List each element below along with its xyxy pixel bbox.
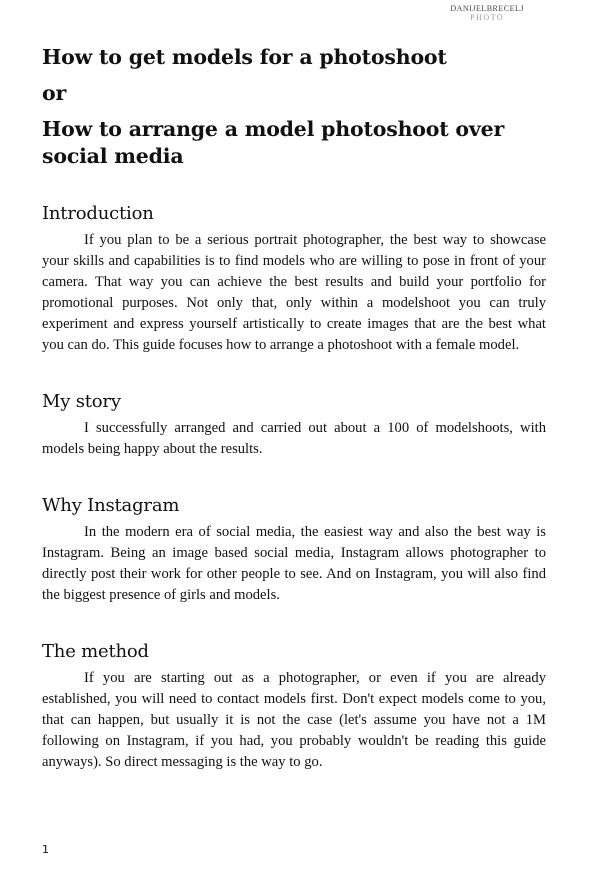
section-heading-the-method: The method (42, 641, 149, 662)
section-why-instagram (42, 494, 546, 606)
document-title (42, 44, 546, 170)
section-heading-introduction: Introduction (42, 203, 154, 224)
title-line-1: How to get models for a photoshoot (42, 45, 447, 69)
paragraph-introduction: If you plan to be a serious portrait photographer, the best way to showcase your skills and capabilities is to find models who are willing to pose in front of your camera. That way you can achieve the best results and build your portfolio for promotional purposes. Not only that, only within a modelshoot you can truly experiment and express yourself artistically to create images that are the best what you can do. This guide focuses how to arrange a photoshoot with a female model. (42, 232, 546, 353)
title-line-2: or (42, 81, 67, 105)
title-line-3: How to arrange a model photoshoot over (42, 117, 505, 141)
logo-name: DANIJELBRECELJ (450, 4, 524, 13)
section-heading-my-story: My story (42, 391, 121, 412)
section-the-method (42, 640, 546, 773)
paragraph-my-story: I successfully arranged and carried out about a 100 of modelshoots, with models being happy about the results. (42, 420, 546, 457)
document-content (42, 44, 546, 773)
brand-logo (450, 5, 524, 22)
paragraph-why-instagram: In the modern era of social media, the easiest way and also the best way is Instagram. Being an image based social media, Instagram allows photographer to directly post their work for other people to see. And on Instagram, you will also find the biggest presence of girls and models. (42, 524, 546, 603)
page-number: 1 (42, 843, 49, 856)
section-introduction (42, 202, 546, 356)
title-line-4: social media (42, 144, 184, 168)
logo-subtitle: PHOTO (470, 13, 505, 22)
section-heading-why-instagram: Why Instagram (42, 495, 180, 516)
section-my-story (42, 390, 546, 460)
paragraph-the-method: If you are starting out as a photographer, or even if you are already established, you will need to contact models first. Don't expect models come to you, that can happen, but usually it is not the case (let's assume you have not a 1M following on Instagram, if you had, you probably wouldn't be reading this guide anyways). So direct messaging is the way to go. (42, 670, 546, 770)
